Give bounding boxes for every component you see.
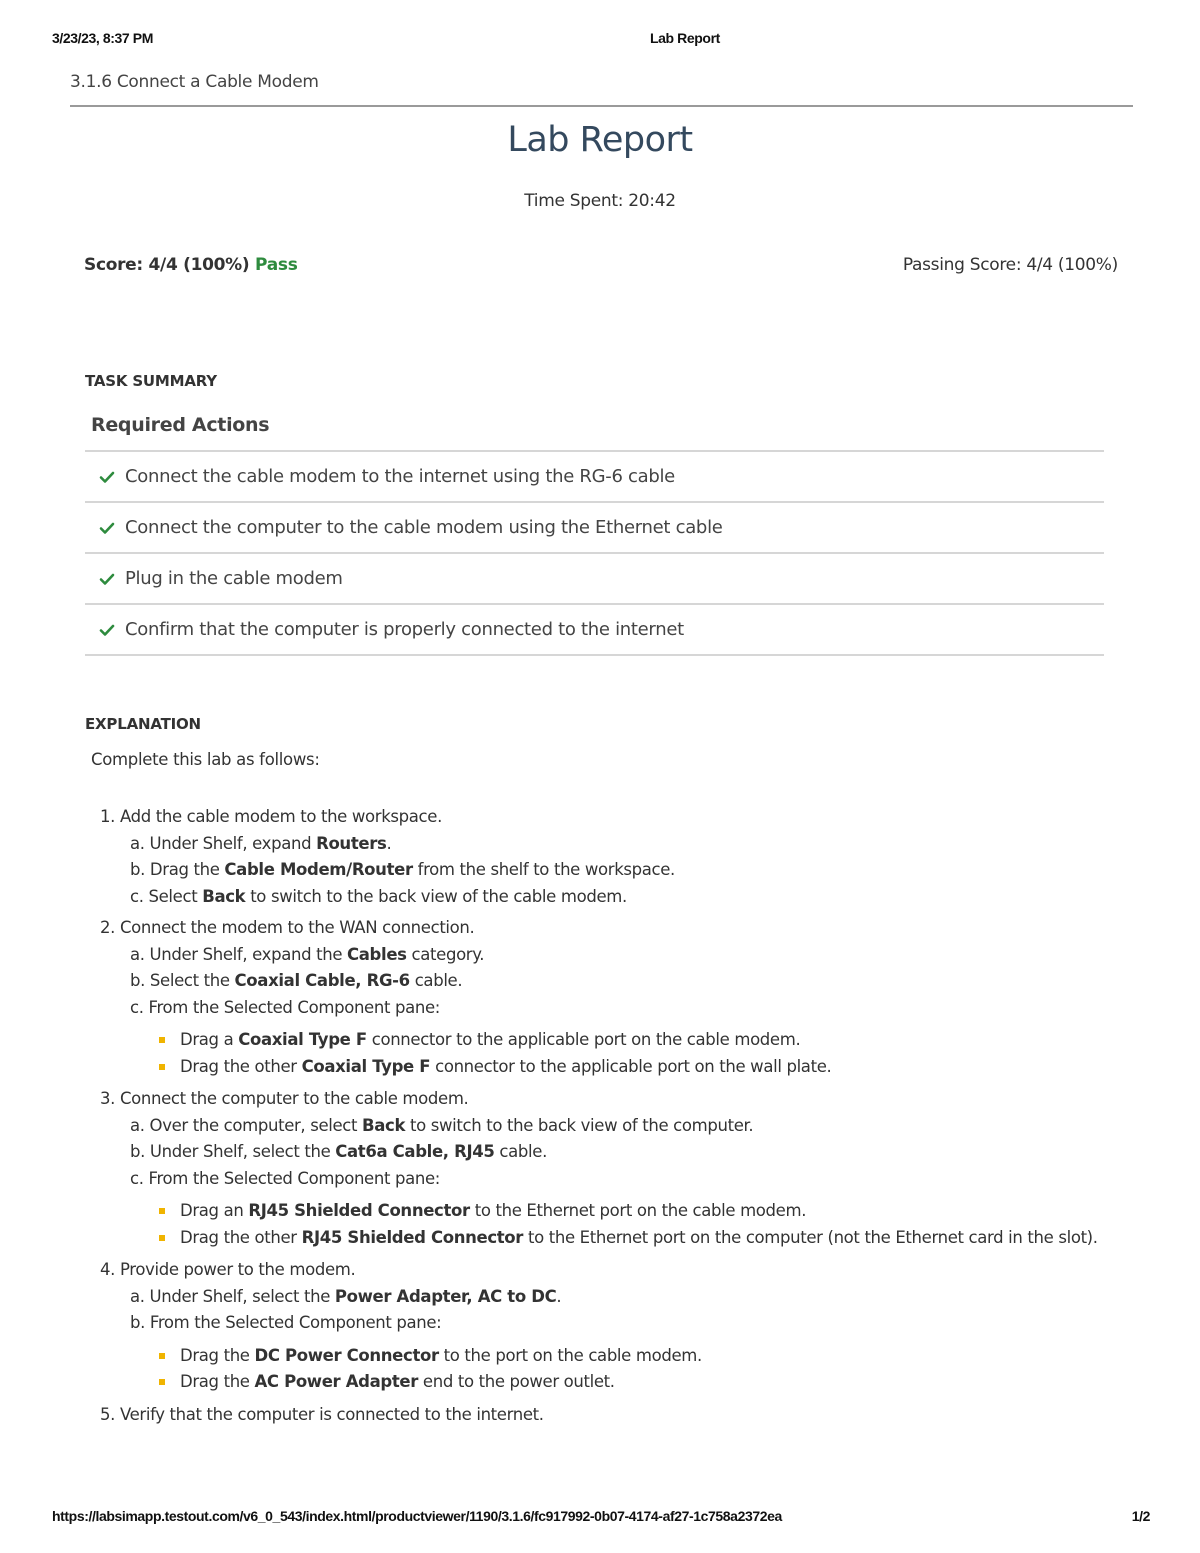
text-run: connector to the applicable port on the wall plate. bbox=[430, 1056, 832, 1076]
emphasis-text: Cable Modem/Router bbox=[224, 860, 413, 879]
text-run: cable. bbox=[409, 971, 463, 990]
text-run: a. Under Shelf, select the bbox=[130, 1286, 335, 1306]
bullet-item bbox=[158, 1225, 1100, 1252]
pass-status-badge: Pass bbox=[255, 255, 298, 275]
check-icon bbox=[99, 520, 115, 536]
instruction-step bbox=[100, 1086, 1100, 1251]
passing-score: Passing Score: 4/4 (100%) bbox=[902, 255, 1118, 275]
bullet-list bbox=[100, 1198, 1100, 1251]
print-url: https://labsimapp.testout.com/v6_0_543/index.html/productviewer/1190/3.1.6/fc917992-0b07-4174-af27-1c758a2372ea bbox=[52, 1508, 782, 1524]
sub-step bbox=[100, 942, 1100, 969]
text-run: Drag the bbox=[180, 1345, 255, 1365]
breadcrumb: 3.1.6 Connect a Cable Modem bbox=[70, 72, 319, 92]
sub-step bbox=[100, 995, 1100, 1022]
emphasis-text: RJ45 Shielded Connector bbox=[301, 1227, 524, 1247]
text-run: c. Select bbox=[130, 886, 203, 906]
text-run: to the Ethernet port on the cable modem. bbox=[469, 1201, 807, 1220]
action-label: Confirm that the computer is properly connected to the internet bbox=[125, 619, 684, 640]
sub-step bbox=[100, 884, 1100, 911]
bullet-item bbox=[158, 1198, 1100, 1225]
emphasis-text: AC Power Adapter bbox=[254, 1372, 419, 1391]
text-run: to the port on the cable modem. bbox=[438, 1345, 702, 1365]
sub-step bbox=[100, 857, 1100, 884]
text-run: Drag a bbox=[180, 1030, 239, 1049]
action-row bbox=[85, 554, 1104, 605]
step-text: 2. Connect the modem to the WAN connection. bbox=[100, 918, 475, 937]
required-actions-list bbox=[85, 450, 1104, 656]
check-icon bbox=[99, 571, 115, 587]
header-divider bbox=[70, 105, 1133, 107]
sub-step bbox=[100, 831, 1100, 858]
sub-step bbox=[100, 1113, 1100, 1140]
emphasis-text: Routers bbox=[316, 833, 387, 853]
emphasis-text: Coaxial Type F bbox=[238, 1030, 367, 1049]
bullet-list bbox=[100, 1027, 1100, 1080]
emphasis-text: Back bbox=[362, 1115, 406, 1135]
print-header bbox=[52, 30, 1150, 48]
text-run: to switch to the back view of the cable modem. bbox=[245, 886, 627, 906]
text-run: b. Under Shelf, select the bbox=[130, 1142, 336, 1161]
score bbox=[84, 255, 298, 275]
print-footer bbox=[52, 1508, 1150, 1526]
text-run: . bbox=[556, 1286, 562, 1306]
text-run: b. Drag the bbox=[130, 860, 225, 879]
text-run: connector to the applicable port on the cable modem. bbox=[366, 1030, 801, 1049]
text-run: a. Under Shelf, expand bbox=[130, 833, 317, 853]
sub-step bbox=[100, 1310, 1100, 1337]
action-label: Connect the computer to the cable modem using the Ethernet cable bbox=[125, 517, 723, 538]
text-run: to the Ethernet port on the computer (not the Ethernet card in the slot). bbox=[523, 1227, 1098, 1247]
emphasis-text: Coaxial Cable, RG-6 bbox=[234, 971, 410, 990]
action-label: Plug in the cable modem bbox=[125, 568, 343, 589]
instruction-step bbox=[100, 1402, 1100, 1429]
text-run: Drag the bbox=[180, 1372, 255, 1391]
print-title: Lab Report bbox=[650, 30, 720, 46]
action-label: Connect the cable modem to the internet using the RG-6 cable bbox=[125, 466, 675, 487]
bullet-list bbox=[100, 1343, 1100, 1396]
check-icon bbox=[99, 622, 115, 638]
task-summary-heading: TASK SUMMARY bbox=[85, 372, 217, 390]
text-run: Drag the other bbox=[180, 1227, 302, 1247]
required-actions-heading: Required Actions bbox=[91, 414, 270, 436]
step-text: 1. Add the cable modem to the workspace. bbox=[100, 807, 442, 826]
text-run: end to the power outlet. bbox=[418, 1372, 615, 1391]
emphasis-text: Back bbox=[202, 886, 246, 906]
text-run: c. From the Selected Component pane: bbox=[130, 1168, 440, 1188]
instruction-step bbox=[100, 1257, 1100, 1396]
action-row bbox=[85, 605, 1104, 656]
emphasis-text: RJ45 Shielded Connector bbox=[248, 1201, 470, 1220]
sub-step bbox=[100, 1284, 1100, 1311]
explanation-intro: Complete this lab as follows: bbox=[91, 750, 320, 769]
time-spent: Time Spent: 20:42 bbox=[524, 191, 676, 211]
text-run: from the shelf to the workspace. bbox=[412, 860, 675, 879]
text-run: b. From the Selected Component pane: bbox=[130, 1313, 442, 1332]
text-run: to switch to the back view of the computer. bbox=[405, 1115, 754, 1135]
emphasis-text: Coaxial Type F bbox=[301, 1056, 431, 1076]
page-number: 1/2 bbox=[1131, 1508, 1150, 1524]
text-run: a. Over the computer, select bbox=[130, 1115, 363, 1135]
bullet-item bbox=[158, 1054, 1100, 1081]
text-run: c. From the Selected Component pane: bbox=[130, 997, 440, 1017]
text-run: cable. bbox=[494, 1142, 547, 1161]
text-run: b. Select the bbox=[130, 971, 235, 990]
bullet-item bbox=[158, 1369, 1100, 1396]
text-run: Drag an bbox=[180, 1201, 249, 1220]
explanation-steps bbox=[100, 804, 1100, 1433]
page-title: Lab Report bbox=[507, 120, 693, 160]
score-value: Score: 4/4 (100%) bbox=[84, 255, 250, 275]
emphasis-text: Cables bbox=[347, 944, 407, 964]
bullet-item bbox=[158, 1027, 1100, 1054]
sub-step bbox=[100, 1166, 1100, 1193]
action-row bbox=[85, 503, 1104, 554]
bullet-item bbox=[158, 1343, 1100, 1370]
emphasis-text: Cat6a Cable, RJ45 bbox=[335, 1142, 495, 1161]
emphasis-text: Power Adapter, AC to DC bbox=[334, 1286, 557, 1306]
instruction-step bbox=[100, 804, 1100, 910]
step-text: 4. Provide power to the modem. bbox=[100, 1260, 356, 1279]
sub-step bbox=[100, 1139, 1100, 1166]
print-datetime: 3/23/23, 8:37 PM bbox=[52, 30, 153, 46]
sub-step bbox=[100, 968, 1100, 995]
text-run: . bbox=[386, 833, 392, 853]
action-row bbox=[85, 452, 1104, 503]
check-icon bbox=[99, 469, 115, 485]
step-text: 5. Verify that the computer is connected to the internet. bbox=[100, 1404, 544, 1424]
text-run: category. bbox=[406, 944, 485, 964]
explanation-heading: EXPLANATION bbox=[85, 715, 201, 733]
step-text: 3. Connect the computer to the cable modem. bbox=[100, 1089, 469, 1108]
text-run: Drag the other bbox=[180, 1056, 302, 1076]
emphasis-text: DC Power Connector bbox=[254, 1345, 439, 1365]
text-run: a. Under Shelf, expand the bbox=[130, 944, 348, 964]
instruction-step bbox=[100, 915, 1100, 1080]
